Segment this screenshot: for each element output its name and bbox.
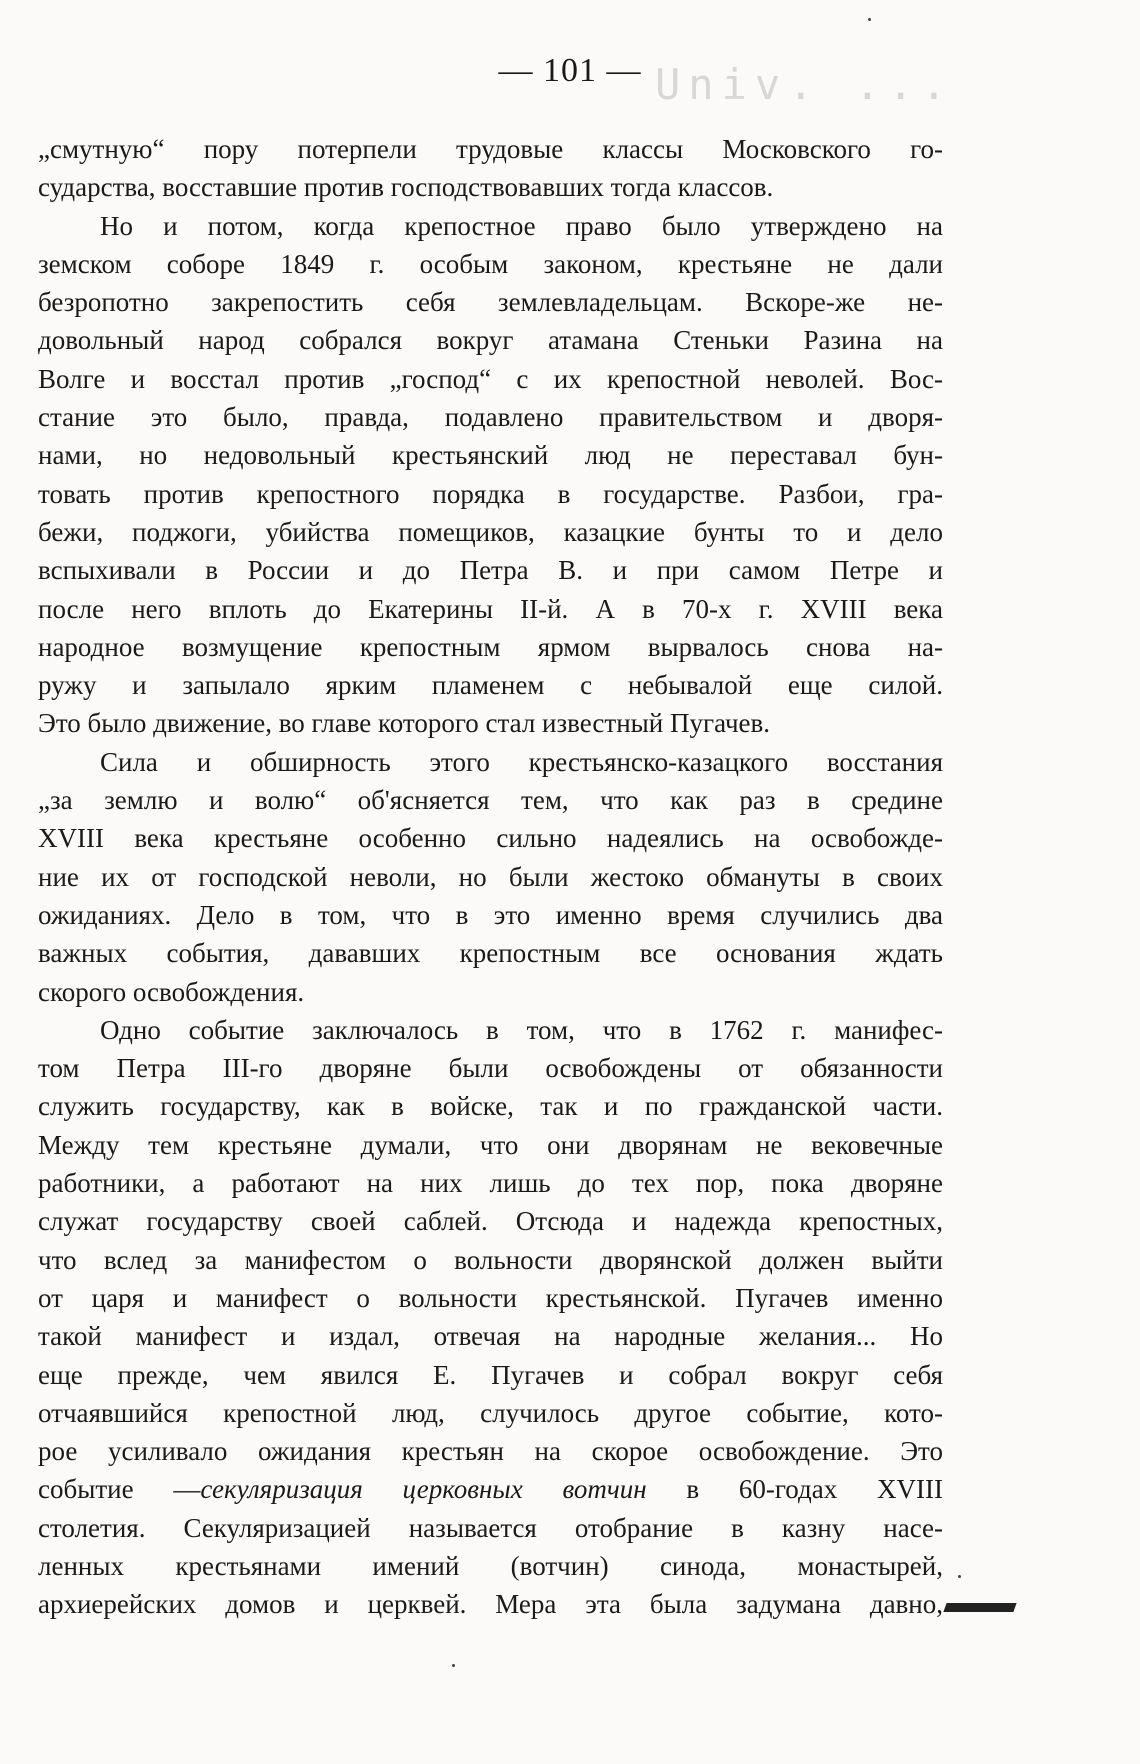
text-line: от царя и манифест о вольности крестьянской. Пугачев именно xyxy=(38,1282,943,1313)
text-line: скорого освобождения. xyxy=(38,976,305,1007)
text-segment: в 60-годах XVIII xyxy=(646,1474,943,1505)
text-line: такой манифест и издал, отвечая на народные желания... Но xyxy=(38,1321,943,1352)
text-line: важных события, дававших крепостным все основания ждать xyxy=(38,938,943,969)
text-line: Между тем крестьяне думали, что они дворянам не вековечные xyxy=(38,1129,943,1160)
text-line: народное возмущение крепостным ярмом вырвалось снова на- xyxy=(38,631,943,662)
text-line: ленных крестьянами имений (вотчин) синода, монастырей, xyxy=(38,1550,943,1581)
text-line: Одно событие заключалось в том, что в 1762 г. манифес- xyxy=(100,1014,943,1045)
ink-blot xyxy=(943,1603,1016,1612)
text-line: стание это было, правда, подавлено правительством и дворя- xyxy=(38,402,943,433)
text-line: нами, но недовольный крестьянский люд не переставал бун- xyxy=(38,440,943,471)
text-line: товать против крепостного порядка в государстве. Разбои, гра- xyxy=(38,478,943,509)
text-line-mixed xyxy=(38,1470,943,1508)
text-line: ние их от господской неволи, но были жестоко обмануты в своих xyxy=(38,861,943,892)
library-stamp: Univ. ... xyxy=(655,60,955,109)
text-line: вспыхивали в России и до Петра В. и при самом Петре и xyxy=(38,555,943,586)
text-line: Сила и обширность этого крестьянско-казацкого восстания xyxy=(100,746,943,777)
text-line: ружу и запылало ярким пламенем с небывалой еще силой. xyxy=(38,670,943,701)
text-line: довольный народ собрался вокруг атамана Стеньки Разина на xyxy=(38,325,943,356)
text-line: Это было движение, во главе которого стал известный Пугачев. xyxy=(38,708,771,739)
text-line: еще прежде, чем явился Е. Пугачев и собрал вокруг себя xyxy=(38,1359,943,1390)
text-line: безропотно закрепостить себя землевладельцам. Вскоре-же не- xyxy=(38,287,943,318)
text-line: бежи, поджоги, убийства помещиков, казацкие бунты то и дело xyxy=(38,516,943,547)
text-line: XVIII века крестьяне особенно сильно надеялись на освобожде- xyxy=(38,823,943,854)
text-line: работники, а работают на них лишь до тех пор, пока дворяне xyxy=(38,1168,943,1199)
ink-speck xyxy=(452,1664,455,1667)
text-segment: событие — xyxy=(38,1474,201,1505)
text-line: Волге и восстал против „господ“ с их крепостной неволей. Вос- xyxy=(38,363,943,394)
text-line: рое усиливало ожидания крестьян на скорое освобождение. Это xyxy=(38,1436,943,1467)
text-line: столетия. Секуляризацией называется отобрание в казну насе- xyxy=(38,1512,943,1543)
text-line: что вслед за манифестом о вольности дворянской должен выйти xyxy=(38,1244,943,1275)
text-line: „за землю и волю“ об'ясняется тем, что как раз в средине xyxy=(38,785,943,816)
text-line: архиерейских домов и церквей. Мера эта была задумана давно, xyxy=(38,1589,943,1620)
ink-speck xyxy=(868,18,871,21)
text-line: земском соборе 1849 г. особым законом, крестьяне не дали xyxy=(38,248,943,279)
text-line: служить государству, как в войске, так и по гражданской части. xyxy=(38,1091,943,1122)
ink-speck xyxy=(958,1575,961,1578)
text-line: отчаявшийся крепостной люд, случилось другое событие, кото- xyxy=(38,1397,943,1428)
text-line: том Петра III-го дворяне были освобождены от обязанности xyxy=(38,1053,943,1084)
text-line: „смутную“ пору потерпели трудовые классы Московского го- xyxy=(38,134,943,164)
body-text xyxy=(38,130,943,1624)
text-line: сударства, восставшие против господствовавших тогда классов. xyxy=(38,172,774,203)
text-line: после него вплоть до Екатерины II-й. А в 70-х г. XVIII века xyxy=(38,593,943,624)
text-line: ожиданиях. Дело в том, что в это именно время случились два xyxy=(38,899,943,930)
italic-phrase: секуляризация церковных вотчин xyxy=(200,1474,647,1505)
text-line: Но и потом, когда крепостное право было утверждено на xyxy=(100,210,943,241)
page-number: — 101 — xyxy=(498,52,642,89)
text-line: служат государству своей саблей. Отсюда и надежда крепостных, xyxy=(38,1206,943,1237)
